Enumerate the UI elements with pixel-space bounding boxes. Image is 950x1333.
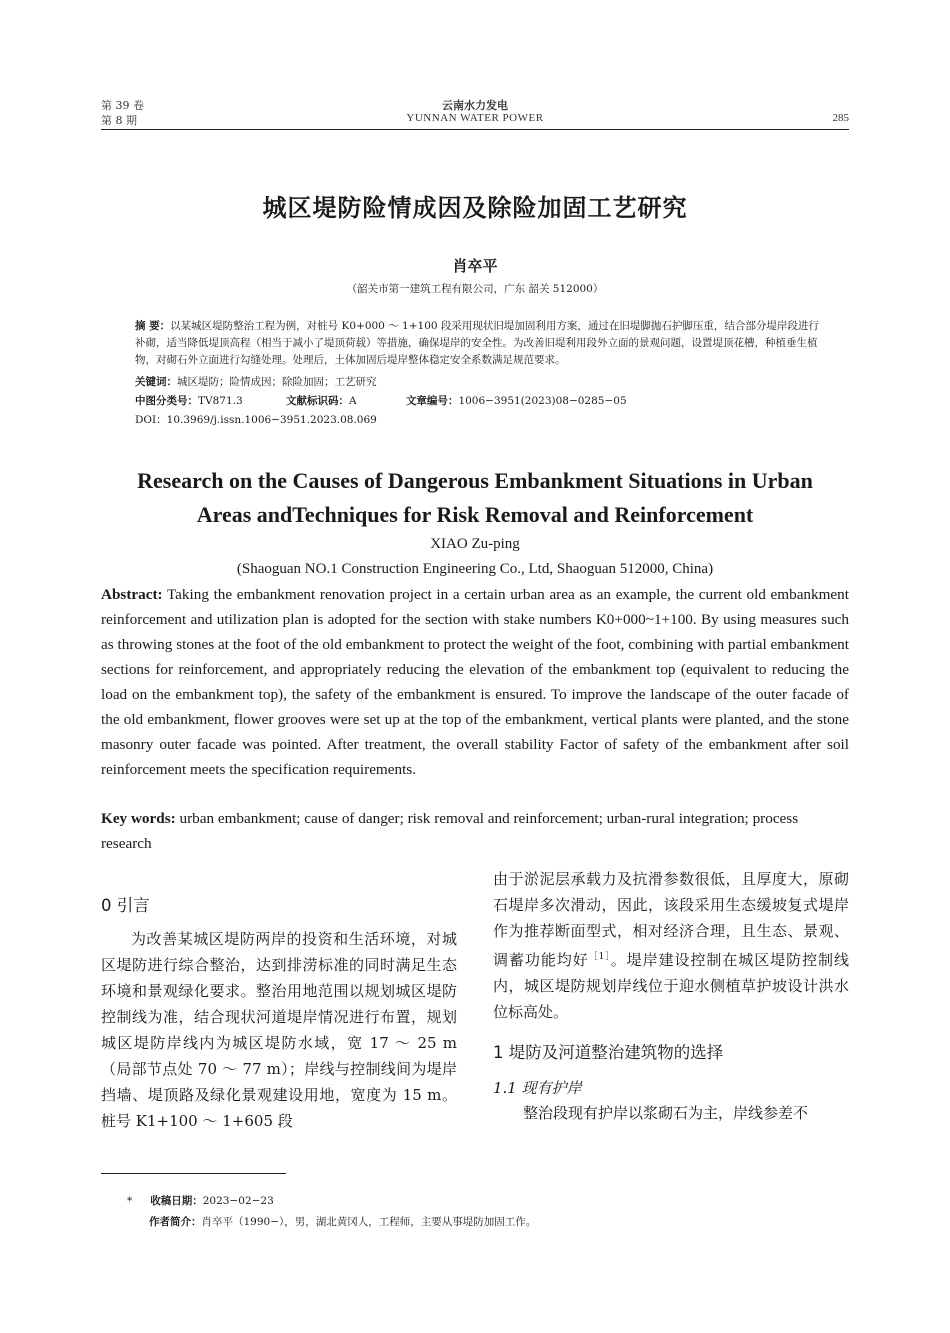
- section-0-heading: 0 引言: [101, 896, 150, 915]
- journal-name-en: YUNNAN WATER POWER: [406, 112, 544, 124]
- keywords-cn: [135, 374, 825, 391]
- page-number: 285: [832, 112, 849, 124]
- keywords-cn-label: 关键词：: [135, 376, 177, 388]
- abstract-cn-label: 摘 要：: [135, 320, 171, 332]
- footnote-marker: *: [127, 1195, 133, 1207]
- abstract-en: [101, 582, 849, 782]
- clc-value: TV871.3: [198, 395, 243, 407]
- doc-code-value: A: [349, 395, 357, 407]
- journal-name-cn: 云南水力发电: [442, 99, 508, 112]
- article-number-label: 文章编号：: [405, 395, 459, 407]
- right-column: [493, 866, 849, 1126]
- header-rule: [101, 129, 849, 130]
- doc-code-label: 文献标识码：: [286, 395, 349, 407]
- article-number-value: 1006−3951(2023)08−0285−05: [458, 395, 627, 407]
- volume-label: 第 39 卷: [101, 99, 144, 112]
- keywords-en-label: Key words:: [101, 810, 176, 827]
- author-cn: 肖卒平: [452, 257, 498, 275]
- author-en: XIAO Zu-ping: [430, 536, 520, 552]
- continued-paragraph-part-b: 。堤岸建设控制在城区堤防控制线内，城区堤防规划岸线位于迎水侧植草护坡设计洪水位标高处。: [493, 951, 849, 1021]
- bio-value: 肖卒平（1990−），男，湖北黄冈人，工程师，主要从事堤防加固工作。: [201, 1216, 537, 1228]
- section-1-heading: 1 堤防及河道整治建筑物的选择: [493, 1043, 724, 1062]
- received-value: 2023−02−23: [202, 1195, 274, 1207]
- issue-label: 第 8 期: [101, 114, 137, 127]
- affiliation-en: (Shaoguan NO.1 Construction Engineering Co., Ltd, Shaoguan 512000, China): [236, 561, 714, 577]
- affiliation-cn: （韶关市第一建筑工程有限公司，广东 韶关 512000）: [346, 283, 604, 295]
- abstract-cn-text: 以某城区堤防整治工程为例，对桩号 K0+000 ～ 1+100 段采用现状旧堤加固利用方案，通过在旧堤脚抛石护脚压重，结合部分堤岸段进行补砌，适当降低堤顶高程（相当于减小了堤顶荷载）等措施，确保堤岸的安全性。为改善旧堤利用段外立面的景观问题，设置堤顶花槽，种植垂生植物，对砌石外立面进行勾缝处理。处理后，土体加固后堤岸整体稳定安全系数满足规范要求。: [135, 320, 819, 366]
- doi: DOI：10.3969/j.issn.1006−3951.2023.08.069: [135, 414, 377, 426]
- title-en: [80, 464, 870, 532]
- continued-paragraph-part-a: 由于淤泥层承载力及抗滑参数很低，且厚度大，原砌石堤岸多次滑动，因此，该段采用生态缓坡复式堤岸作为推荐断面型式，相对经济合理，且生态、景观、调蓄功能均好: [493, 870, 849, 969]
- keywords-en: [101, 806, 849, 856]
- keywords-cn-text: 城区堤防；险情成因；除险加固；工艺研究: [177, 376, 377, 388]
- footnote-author-bio: [149, 1214, 536, 1229]
- section-0-paragraph: 为改善某城区堤防两岸的投资和生活环境，对城区堤防进行综合整治，达到排涝标准的同时满足生态环境和景观绿化要求。整治用地范围以规划城区堤防控制线为准，结合现状河道堤岸情况进行布置，规划城区堤防岸线内为城区堤防水域，宽 17 ～ 25 m（局部节点处 70 ～ 77 m）；岸线与控制线间为堤岸挡墙、堤顶路及绿化景观建设用地，宽度为 15 m。桩号 K1+100 ～ 1+605 段: [101, 930, 457, 1130]
- clc-label: 中图分类号：: [135, 395, 198, 407]
- keywords-en-text: urban embankment; cause of danger; risk removal and reinforcement; urban-rural integration; process research: [101, 810, 799, 852]
- title-en-line1: Research on the Causes of Dangerous Embankment Situations in Urban: [137, 468, 813, 493]
- abstract-en-label: Abstract:: [101, 586, 163, 603]
- page-title: 城区堤防险情成因及除险加固工艺研究: [262, 194, 688, 222]
- bio-label: 作者简介：: [149, 1216, 202, 1228]
- footnote-rule: [101, 1173, 286, 1174]
- left-column: [101, 892, 457, 1134]
- citation-ref: ［1］: [588, 952, 611, 962]
- title-en-line2: Areas andTechniques for Risk Removal and Reinforcement: [196, 502, 754, 527]
- section-1-1-paragraph: 整治段现有护岸以浆砌石为主，岸线参差不: [523, 1104, 809, 1122]
- received-label: 收稿日期：: [150, 1195, 203, 1207]
- classification-line: [135, 393, 825, 410]
- section-1-1-heading: 1.1 现有护岸: [493, 1079, 582, 1097]
- continued-paragraph: [493, 866, 849, 1025]
- abstract-cn: [135, 318, 825, 369]
- footnote-received: [127, 1193, 274, 1208]
- abstract-en-text: Taking the embankment renovation project in a certain urban area as an example, the current old embankment reinforcement and utilization plan is adopted for the section with stake numbers K0+000~1+100. By using measures such as throwing stones at the foot of the old embankment to protect the weight of the foot, combining with partial embankment sections for reinforcement, and appropriately reducing the elevation of the embankment top (equivalent to reducing the load on the embankment top), the safety of the embankment is ensured. To improve the landscape of the outer facade of the old embankment, flower grooves were set up at the top of the embankment, vertical plants were planted, and the stone masonry outer facade was pointed. After treatment, the overall stability Factor of safety of the embankment after soil reinforcement meets the specification requirements.: [101, 586, 849, 778]
